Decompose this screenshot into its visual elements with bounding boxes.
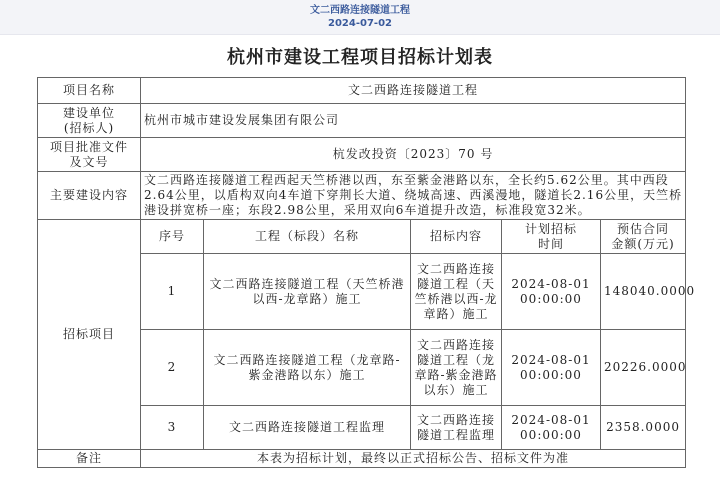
item-time-clock: 00:00:00 (520, 291, 582, 306)
item-seq: 3 (141, 406, 204, 450)
item-time-date: 2024-08-01 (511, 412, 591, 427)
project-name-value: 文二西路连接隧道工程 (141, 78, 686, 104)
builder-label (38, 104, 141, 138)
approval-label-line2: 及文号 (69, 154, 109, 169)
project-name-label: 项目名称 (38, 78, 141, 104)
header-amount-line1: 预估合同 (617, 221, 670, 236)
item-seq: 2 (141, 330, 204, 406)
builder-label-line2: (招标人) (63, 120, 115, 135)
item-content: 文二西路连接隧道工程监理 (411, 406, 502, 450)
tender-plan-table (37, 77, 696, 468)
header-seq: 序号 (141, 220, 204, 254)
header-project-name: 文二西路连接隧道工程 (310, 5, 410, 16)
item-time (502, 330, 601, 406)
row-approval (38, 138, 686, 172)
approval-value: 杭发改投资〔2023〕70 号 (141, 138, 686, 172)
row-tender-header (38, 220, 686, 254)
page-title: 杭州市建设工程项目招标计划表 (227, 47, 493, 68)
header-name: 工程（标段）名称 (204, 220, 411, 254)
item-content: 文二西路连接隧道工程（龙章路-紫金港路以东）施工 (411, 330, 502, 406)
builder-value: 杭州市城市建设发展集团有限公司 (141, 104, 686, 138)
item-amount: 20226.0000 (601, 330, 686, 406)
header-time-line1: 计划招标 (524, 221, 577, 236)
item-time-clock: 00:00:00 (520, 367, 582, 382)
item-seq: 1 (141, 254, 204, 330)
item-name: 文二西路连接隧道工程（龙章路-紫金港路以东）施工 (204, 330, 411, 406)
header-amount (601, 220, 686, 254)
row-project-name (38, 78, 686, 104)
header-time (502, 220, 601, 254)
builder-label-line1: 建设单位 (62, 105, 115, 120)
row-content (38, 172, 686, 220)
item-name: 文二西路连接隧道工程（天竺桥港以西-龙章路）施工 (204, 254, 411, 330)
header-time-line2: 时间 (537, 236, 564, 251)
approval-label-line1: 项目批准文件 (49, 139, 128, 154)
row-builder (38, 104, 686, 138)
header-amount-line2: 金额(万元) (611, 236, 675, 251)
item-time (502, 254, 601, 330)
tender-label: 招标项目 (38, 220, 141, 450)
item-amount: 148040.0000 (601, 254, 686, 330)
item-amount: 2358.0000 (601, 406, 686, 450)
item-time-date: 2024-08-01 (511, 352, 591, 367)
page-header (0, 0, 720, 35)
content-label: 主要建设内容 (38, 172, 141, 220)
item-time-clock: 00:00:00 (520, 427, 582, 442)
approval-label (38, 138, 141, 172)
header-content: 招标内容 (411, 220, 502, 254)
item-time-date: 2024-08-01 (511, 276, 591, 291)
item-content: 文二西路连接隧道工程（天竺桥港以西-龙章路）施工 (411, 254, 502, 330)
header-date: 2024-07-02 (328, 18, 392, 29)
item-time (502, 406, 601, 450)
item-name: 文二西路连接隧道工程监理 (204, 406, 411, 450)
row-remark (38, 450, 686, 468)
content-value: 文二西路连接隧道工程西起天竺桥港以西，东至紫金港路以东，全长约5.62公里。其中西段2.64公里，以盾构双向4车道下穿荆长大道、绕城高速、西溪漫地，隧道长2.16公里，天竺桥港设拼宽桥一座；东段2.98公里，采用双向6车道提升改造，标准段宽32米。 (141, 172, 686, 220)
remark-value: 本表为招标计划，最终以正式招标公告、招标文件为准 (141, 450, 686, 468)
remark-label: 备注 (38, 450, 141, 468)
